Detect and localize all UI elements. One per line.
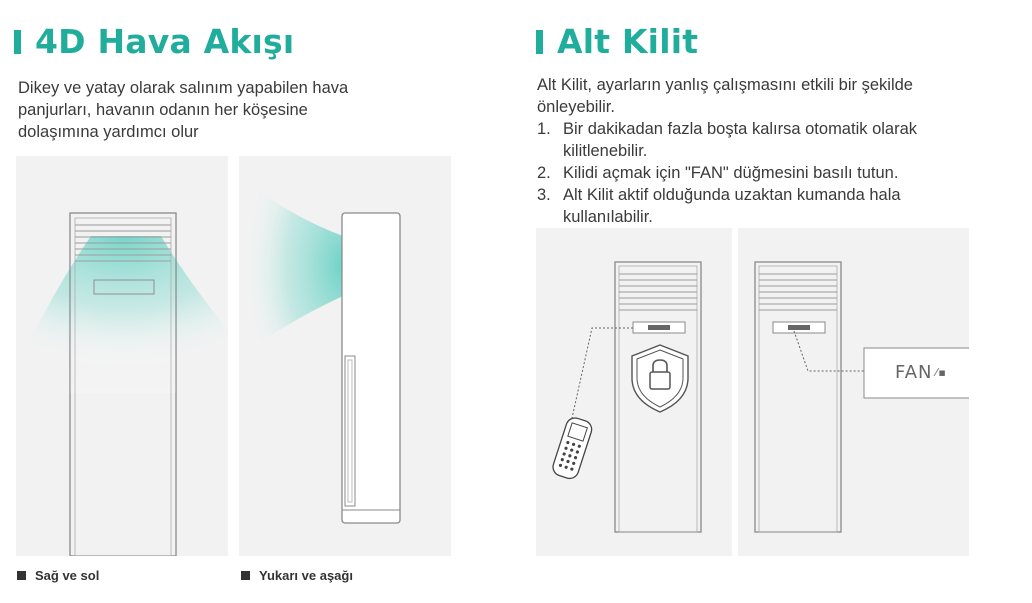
fan-label: FAN: [895, 362, 933, 383]
airflow-left-right-svg: [16, 156, 228, 556]
caption-left-right: Sağ ve sol: [17, 568, 99, 583]
step-item: 1. Bir dakikadan fazla boşta kalırsa otomatik olarak kilitlenebilir.: [537, 120, 918, 160]
ac-unit-front: [755, 262, 841, 532]
airflow-title: 4D Hava Akışı: [35, 22, 295, 61]
section-title-4d-airflow: [14, 22, 294, 61]
child-lock-svg: [536, 228, 732, 556]
airflow-description: Dikey ve yatay olarak salınım yapabilen hava panjurları, havanın odanın her köşesine dolaşımına yardımcı olur: [18, 79, 349, 141]
caption-up-down: Yukarı ve aşağı: [241, 568, 353, 583]
child-lock-intro: Alt Kilit, ayarların yanlış çalışmasını etkili bir şekilde önleyebilir.: [537, 76, 913, 116]
fan-lock-glyph: ⁄▪: [935, 366, 947, 379]
louver-grille: [619, 274, 697, 310]
fan-unlock-svg: [738, 228, 969, 556]
fan-button-icon: [895, 362, 947, 383]
ac-unit-side: [342, 213, 400, 523]
step-item: 3. Alt Kilit aktif olduğunda uzaktan kumanda hala kullanılabilir.: [537, 186, 901, 226]
child-lock-steps: [537, 118, 977, 228]
louver-grille: [759, 274, 837, 310]
title-accent-bar: [536, 30, 543, 54]
airflow-left-right-illustration: [16, 156, 228, 556]
signal-line: [572, 328, 633, 418]
fan-unlock-illustration: [738, 228, 969, 556]
step-item: 2. Kilidi açmak için "FAN" düğmesini basılı tutun.: [537, 164, 899, 182]
section-title-child-lock: [536, 22, 698, 61]
airflow-up-down-svg: [239, 156, 451, 556]
airflow-spread-vertical: [239, 176, 343, 356]
child-lock-title: Alt Kilit: [557, 22, 699, 61]
lock-shield-icon: [632, 345, 688, 412]
airflow-up-down-illustration: [239, 156, 451, 556]
callout-line: [794, 331, 864, 371]
child-lock-illustration: [536, 228, 732, 556]
title-accent-bar: [14, 30, 21, 54]
remote-control-icon: [551, 416, 594, 481]
